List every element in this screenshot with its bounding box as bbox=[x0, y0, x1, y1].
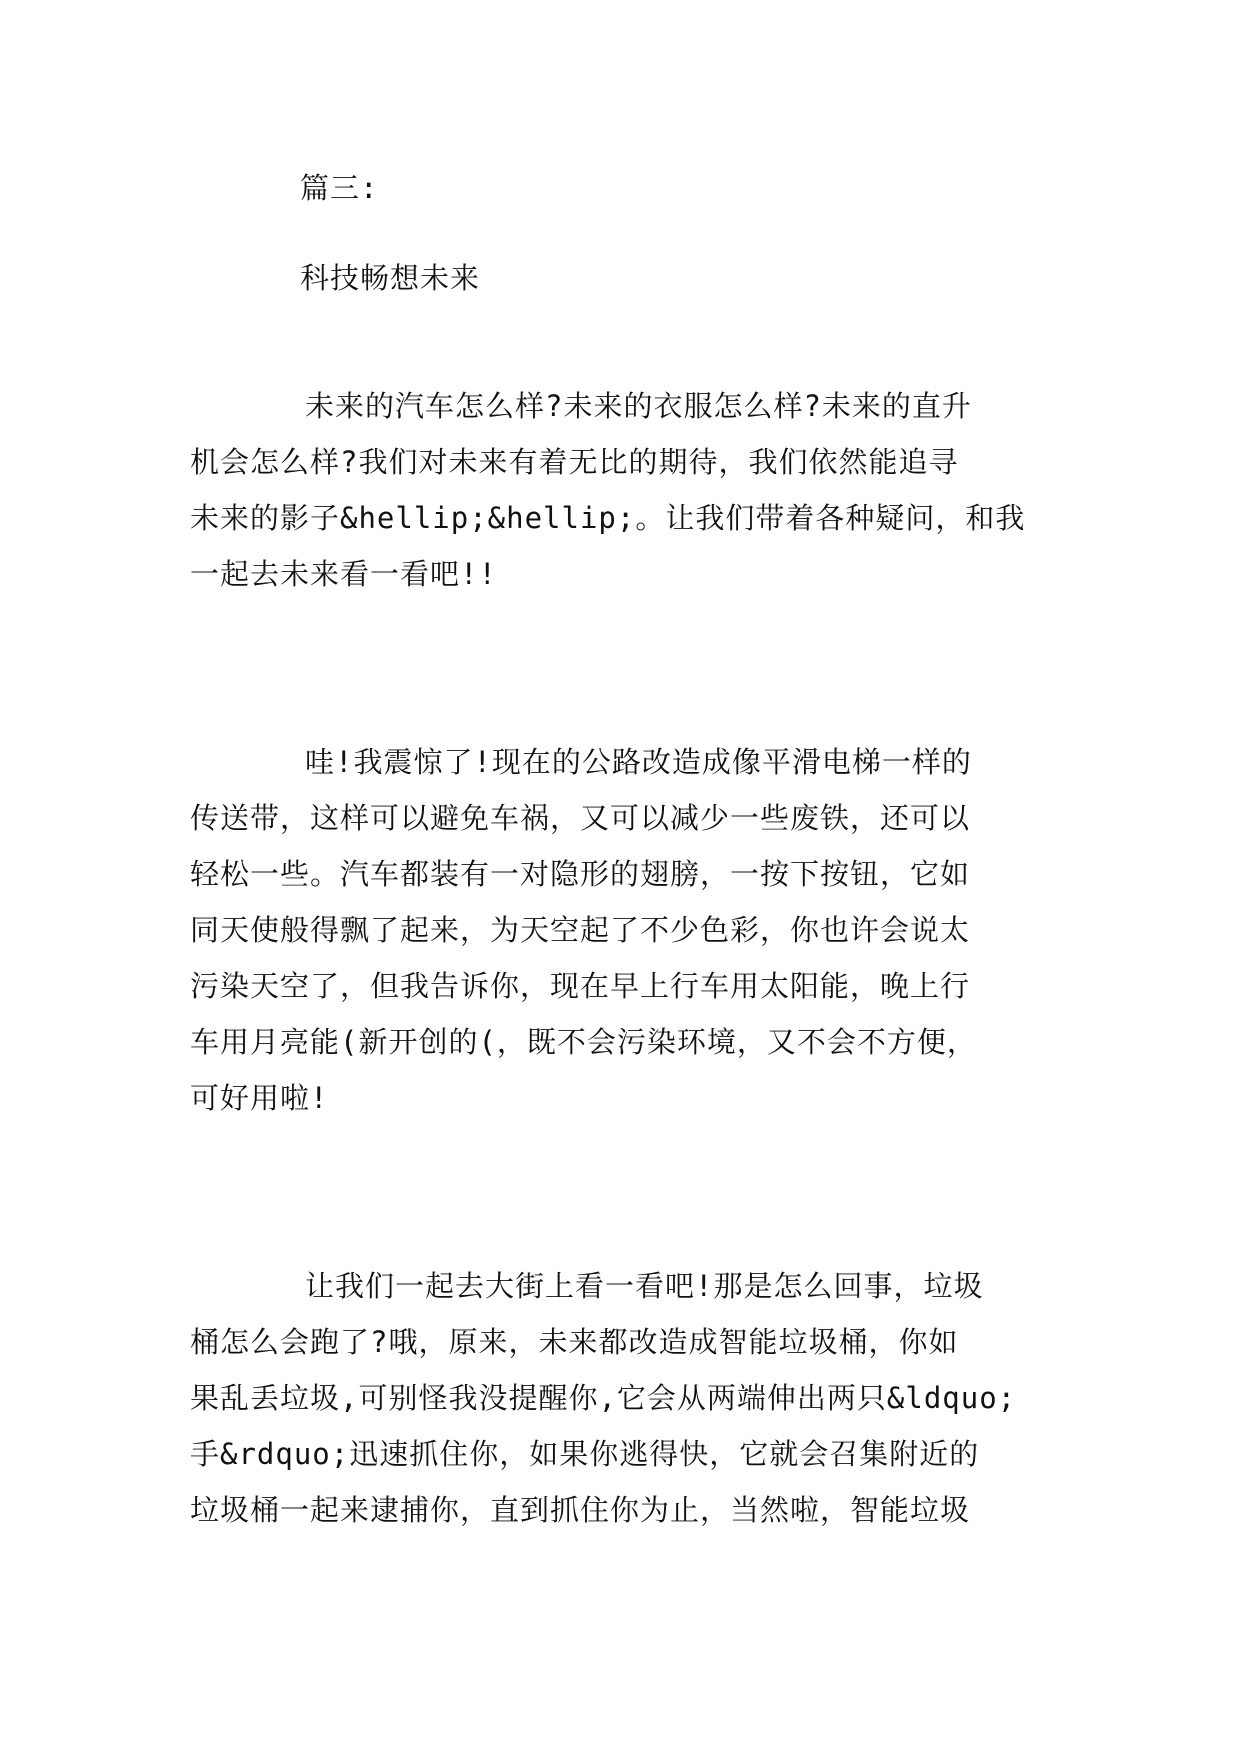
spacer bbox=[190, 216, 1070, 250]
paragraph-line: 一起去未来看一看吧!! bbox=[190, 557, 497, 591]
paragraph-line: 桶怎么会跑了?哦，原来，未来都改造成智能垃圾桶，你如 bbox=[190, 1325, 959, 1359]
paragraph-line: 未来的影子&hellip;&hellip;。让我们带着各种疑问，和我 bbox=[190, 501, 1026, 535]
spacer bbox=[190, 602, 1070, 734]
paragraph-line: 可好用啦! bbox=[190, 1081, 329, 1115]
paragraph-3 bbox=[190, 1258, 1070, 1538]
spacer bbox=[190, 1126, 1070, 1258]
paragraph-line: 未来的汽车怎么样?未来的衣服怎么样?未来的直升 bbox=[305, 389, 972, 423]
paragraph-line: 轻松一些。汽车都装有一对隐形的翅膀，一按下按钮，它如 bbox=[190, 857, 971, 891]
document-content bbox=[190, 160, 1070, 1538]
paragraph-line: 同天使般得飘了起来，为天空起了不少色彩，你也许会说太 bbox=[190, 913, 971, 947]
paragraph-line: 让我们一起去大街上看一看吧!那是怎么回事，垃圾 bbox=[305, 1269, 984, 1303]
paragraph-line: 哇!我震惊了!现在的公路改造成像平滑电梯一样的 bbox=[305, 745, 972, 779]
paragraph-1 bbox=[190, 378, 1070, 602]
paragraph-line: 手&rdquo;迅速抓住你，如果你逃得快，它就会召集附近的 bbox=[190, 1437, 980, 1471]
paragraph-line: 果乱丢垃圾,可别怪我没提醒你,它会从两端伸出两只&ldquo; bbox=[190, 1381, 1017, 1415]
spacer bbox=[190, 306, 1070, 378]
paragraph-line: 垃圾桶一起来逮捕你，直到抓住你为止，当然啦，智能垃圾 bbox=[190, 1493, 971, 1527]
paragraph-line: 传送带，这样可以避免车祸，又可以减少一些废铁，还可以 bbox=[190, 801, 971, 835]
paragraph-2 bbox=[190, 734, 1070, 1126]
paragraph-line: 污染天空了，但我告诉你，现在早上行车用太阳能，晚上行 bbox=[190, 969, 971, 1003]
section-label: 篇三: bbox=[300, 171, 379, 205]
paragraph-line: 车用月亮能(新开创的(，既不会污染环境，又不会不方便， bbox=[190, 1025, 977, 1059]
article-title: 科技畅想未来 bbox=[300, 261, 481, 295]
paragraph-line: 机会怎么样?我们对未来有着无比的期待，我们依然能追寻 bbox=[190, 445, 959, 479]
